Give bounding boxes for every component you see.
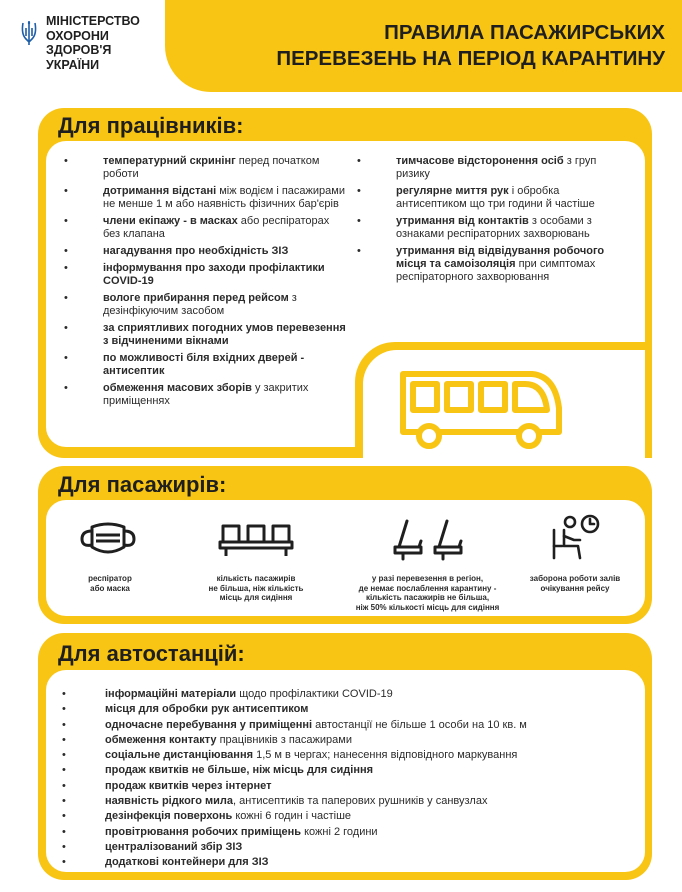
workers-list-right [357, 155, 622, 288]
passengers-title: Для пасажирів: [58, 472, 227, 497]
ministry-line: ЗДОРОВ'Я [46, 43, 112, 57]
page-title [195, 20, 665, 72]
caption-mask: респіратор або маска [88, 574, 132, 593]
list-item: • регулярне миття рук і обробка антисептиком що три години й частіше [357, 185, 622, 211]
seats-icon [218, 522, 294, 558]
trident-emblem-icon [20, 20, 38, 46]
list-item: • централізований збір ЗІЗ [62, 840, 632, 855]
title-line: ПЕРЕВЕЗЕНЬ НА ПЕРІОД КАРАНТИНУ [276, 47, 665, 70]
caption-bus-seats: у разі перевезення в регіон, де немає послаблення карантину - кількість пасажирів не більша, ніж 50% кількості місць для сидіння [355, 574, 500, 612]
list-item: • соціальне дистанціювання 1,5 м в чергах; нанесення відповідного маркування [62, 748, 632, 763]
ministry-line: МІНІСТЕРСТВО [46, 14, 140, 28]
bus-icon [397, 368, 567, 450]
list-item: • інформаційні матеріали щодо профілактики COVID-19 [62, 687, 632, 702]
list-item: • дезінфекція поверхонь кожні 6 годин і частіше [62, 809, 632, 824]
bus-seats-icon [389, 517, 465, 561]
list-item: • інформування про заходи профілактики COVID-19 [64, 262, 349, 288]
list-item: • провітрювання робочих приміщень кожні 2 години [62, 825, 632, 840]
ministry-line: ОХОРОНИ [46, 28, 109, 43]
list-item: • одночасне перебування у приміщенні автостанції не більше 1 особи на 10 кв. м [62, 718, 632, 733]
waiting-room-icon [550, 514, 600, 562]
list-item: • продаж квитків не більше, ніж місць для сидіння [62, 763, 632, 778]
list-item: • продаж квитків через інтернет [62, 779, 632, 794]
list-item: • обмеження масових зборів у закритих приміщеннях [64, 382, 349, 408]
list-item: • температурний скринінг перед початком роботи [64, 155, 349, 181]
list-item: • тимчасове відсторонення осіб з груп ризику [357, 155, 622, 181]
caption-seats: кількість пасажирів не більша, ніж кількість місць для сидіння [208, 574, 304, 602]
list-item: • додаткові контейнери для ЗІЗ [62, 855, 632, 870]
ministry-line: УКРАЇНИ [46, 57, 100, 72]
list-item: • члени екіпажу - в масках або респіраторах без клапана [64, 215, 349, 241]
list-item: • обмеження контакту працівників з пасажирами [62, 733, 632, 748]
workers-title: Для працівників: [58, 113, 244, 138]
list-item: • утримання від контактів з особами з ознаками респіраторних захворювань [357, 215, 622, 241]
title-line: ПРАВИЛА ПАСАЖИРСЬКИХ [384, 21, 665, 44]
stations-title: Для автостанцій: [58, 641, 245, 666]
header [0, 0, 682, 95]
mask-icon [78, 519, 138, 559]
stations-list [62, 687, 632, 871]
workers-list-left [64, 155, 349, 412]
list-item: • нагадування про необхідність ЗІЗ [64, 245, 349, 258]
list-item: • наявність рідкого мила, антисептиків та паперових рушників у санвузлах [62, 794, 632, 809]
list-item: • дотримання відстані між водієм і пасажирами не менше 1 м або наявність фізичних бар'єрів [64, 185, 349, 211]
ministry-name [46, 14, 140, 72]
list-item: • утримання від відвідування робочого місця та самоізоляція при симптомах респіраторного захворювання [357, 245, 622, 284]
list-item: • за сприятливих погодних умов перевезення з відчиненими вікнами [64, 322, 349, 348]
caption-waiting-room: заборона роботи залів очікування рейсу [529, 574, 621, 593]
list-item: • вологе прибирання перед рейсом з дезінфікуючим засобом [64, 292, 349, 318]
list-item: • по можливості біля вхідних дверей - антисептик [64, 352, 349, 378]
list-item: • місця для обробки рук антисептиком [62, 702, 632, 717]
